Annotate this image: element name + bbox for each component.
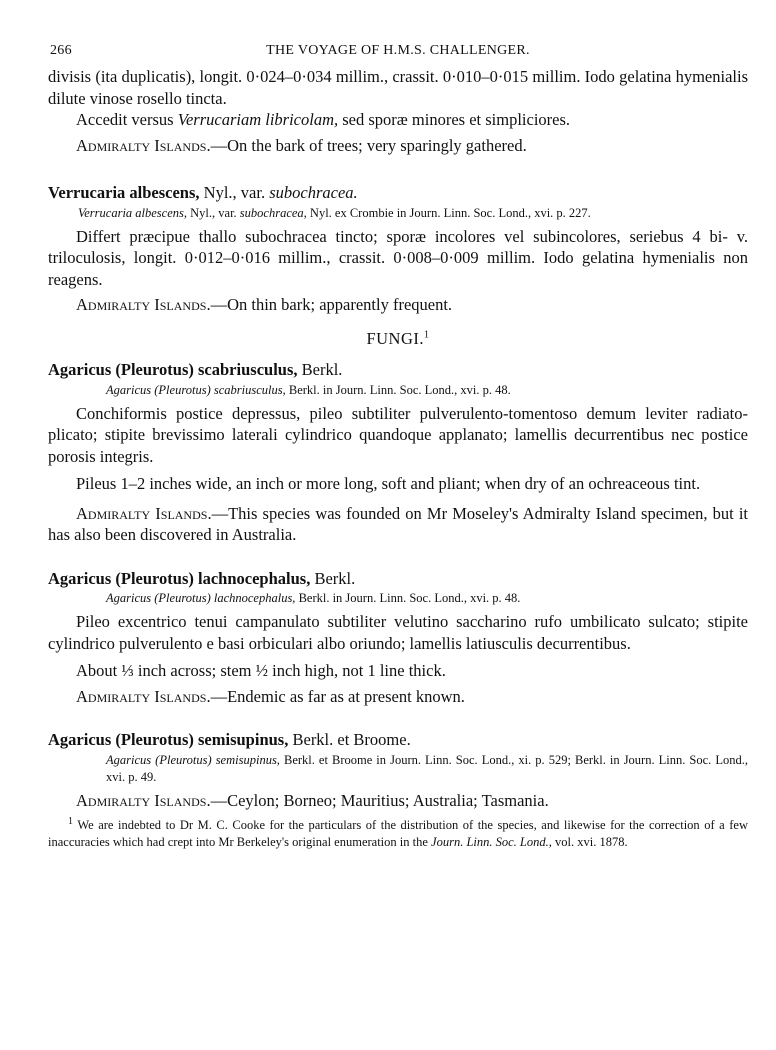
- locality-text: —On the bark of trees; very sparingly gathered.: [210, 135, 527, 155]
- locality-label: Admiralty Islands.: [76, 686, 211, 706]
- running-head: [48, 40, 748, 66]
- footnote-tail: vol. xvi. 1878.: [551, 834, 628, 849]
- species-authority: Berkl.: [297, 360, 343, 379]
- size-note: About ⅓ inch across; stem ½ inch high, not 1 line thick.: [76, 661, 446, 680]
- footnote-number: 1: [68, 815, 73, 827]
- locality-line: [48, 790, 748, 812]
- footnote: [48, 817, 748, 850]
- accedit-italic: Verrucariam libricolam,: [177, 110, 339, 129]
- ref-rest: Berkl. in Journ. Linn. Soc. Lond., xvi. p. 48.: [285, 382, 511, 397]
- species-title: [48, 359, 748, 381]
- continuation-paragraph: divisis (ita duplicatis), longit. 0·024–0·034 millim., crassit. 0·010–0·015 millim. Iodo gelatina hymenialis dilute vinose rosello tincta.: [48, 67, 748, 108]
- section-heading: [48, 328, 748, 350]
- species-entry: [48, 182, 748, 316]
- locality-text: —Endemic as far as at present known.: [210, 686, 465, 706]
- reference-line: [78, 205, 748, 222]
- reference-line: [106, 590, 748, 607]
- species-title: [48, 729, 748, 751]
- section-title: FUNGI.: [366, 328, 425, 348]
- ref-rest: Berkl. in Journ. Linn. Soc. Lond., xvi. p. 48.: [295, 591, 521, 605]
- species-variety: subochracea.: [269, 183, 358, 202]
- description: Differt præcipue thallo subochracea tincto; sporæ incolores vel subincolores, seriebus 4 bi- v. triloculosis, longit. 0·012–0·016 millim., crassit. 0·008–0·009 millim. Iodo gelatina hymenialis non reagens.: [48, 226, 748, 289]
- locality-text: —This species was founded on Mr Moseley's Admiralty Island specimen, but it has also been discovered in Australia.: [48, 503, 748, 544]
- species-authority: Berkl. et Broome.: [288, 730, 411, 749]
- locality-text: —On thin bark; apparently frequent.: [210, 295, 453, 314]
- species-name: Agaricus (Pleurotus) scabriusculus,: [48, 360, 298, 379]
- accedit-paragraph: [48, 109, 748, 131]
- size-note: Pileus 1–2 inches wide, an inch or more long, soft and pliant; when dry of an ochreaceous tint.: [76, 474, 701, 493]
- species-title: [48, 568, 748, 590]
- page-number: 266: [50, 43, 72, 58]
- species-entry: [48, 568, 748, 708]
- locality-text: —Ceylon; Borneo; Mauritius; Australia; Tasmania.: [210, 790, 549, 810]
- running-title: THE VOYAGE OF H.M.S. CHALLENGER.: [266, 43, 530, 58]
- locality-line: [48, 686, 748, 708]
- ref-italic: subochracea,: [239, 205, 307, 220]
- footnote-journal: Journ. Linn. Soc. Lond.,: [431, 834, 552, 849]
- locality-line: [48, 135, 748, 157]
- species-entry: [48, 359, 748, 546]
- description: Pileo excentrico tenui campanulato subtiliter velutino saccharino rufo umbilicato sulcato; stipite cylindrico pulverulento e basi orbiculari albo oriundo; lamellis latiusculis decurrentibus.: [48, 612, 748, 653]
- species-name: Agaricus (Pleurotus) semisupinus,: [48, 730, 289, 749]
- ref-rest: Nyl. ex Crombie in Journ. Linn. Soc. Lond., xvi. p. 227.: [306, 205, 591, 220]
- locality-label: Admiralty Islands.: [76, 790, 211, 810]
- ref-italic: Verrucaria albescens,: [78, 205, 188, 220]
- species-name: Verrucaria albescens,: [48, 183, 200, 202]
- species-authority: Nyl., var.: [199, 183, 270, 202]
- locality-label: Admiralty Islands.: [76, 503, 212, 523]
- ref-italic: Agaricus (Pleurotus) scabriusculus,: [106, 382, 286, 397]
- accedit-suffix: sed sporæ minores et simpliciores.: [338, 110, 571, 129]
- locality-label: Admiralty Islands.: [76, 295, 211, 314]
- species-title: [48, 182, 748, 204]
- locality-line: [48, 294, 748, 316]
- locality-label: Admiralty Islands.: [76, 135, 211, 155]
- reference-line: [106, 752, 748, 786]
- species-name: Agaricus (Pleurotus) lachnocephalus,: [48, 568, 311, 588]
- ref-italic: Agaricus (Pleurotus) lachnocephalus,: [106, 591, 296, 605]
- accedit-prefix: Accedit versus: [76, 110, 178, 129]
- ref-mid: Nyl., var.: [187, 205, 240, 220]
- description: Conchiformis postice depressus, pileo subtiliter pulverulento-tomentoso demum leviter radiato-plicato; stipite brevissimo laterali cylindrico quandoque applanato; lamellis decurrentibus nec postice porosis integris.: [48, 403, 748, 466]
- species-authority: Berkl.: [310, 568, 356, 588]
- ref-rest: Berkl. et Broome in Journ. Linn. Soc. Lond., xi. p. 529; Berkl. in Journ. Linn. Soc. Lond., xvi. p. 49.: [106, 752, 748, 784]
- species-entry: [48, 729, 748, 811]
- locality-line: [48, 503, 748, 546]
- footnote-marker: 1: [424, 329, 430, 340]
- ref-italic: Agaricus (Pleurotus) semisupinus,: [106, 752, 280, 767]
- footnote-text: We are indebted to Dr M. C. Cooke for the particulars of the distribution of the species, and likewise for the correction of a few inaccuracies which had crept into Mr Berkeley's original enumeration in the: [48, 818, 748, 849]
- reference-line: [106, 382, 748, 399]
